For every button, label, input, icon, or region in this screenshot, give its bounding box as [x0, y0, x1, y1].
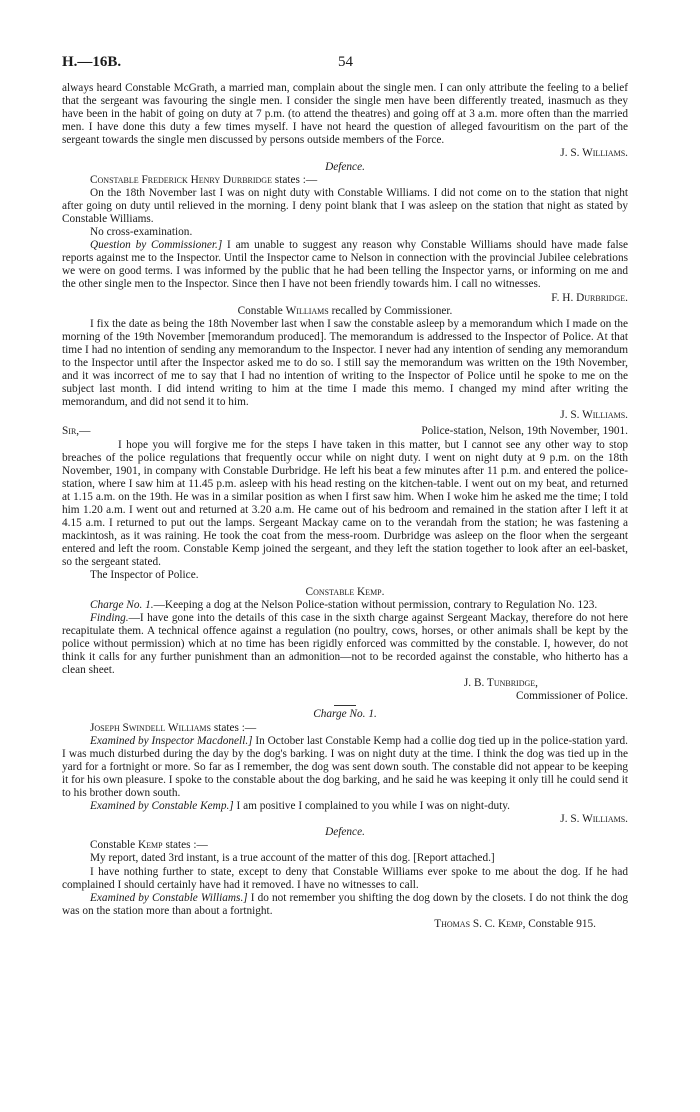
signature-title: Commissioner of Police. — [515, 690, 628, 703]
recall-heading — [62, 305, 628, 318]
signature-name: Thomas S. C. Kemp — [434, 917, 523, 930]
witness-name: Joseph Swindell Williams — [90, 721, 211, 734]
page-header — [62, 56, 628, 74]
statement-intro — [62, 722, 628, 735]
examination-text: In October last Constable Kemp had a collie dog tied up in the police-station yard. I was much disturbed during the day by the dog's barking. I was on night duty at the time. I think the dog was tied up in the yard for a fortnight or more. So far as I remember, the dog was sent down south. The constable did not appear to be keeping it for his own pleasure. I spoke to the constable about the dog barking, and he said he was keeping it only till he could send it to his brother down south. — [62, 734, 628, 799]
question-label: Question by Commissioner.] — [90, 239, 223, 252]
paragraph: always heard Constable McGrath, a married man, complain about the single men. I can only attribute the feeling to a belief that the sergeant was favouring the single men. I consider the single men have been differently treated, inasmuch as they have been in the habit of going on duty at 7 p.m. (to attend the theatres) and going off at 3 a.m. more often than the married men. I have done this duty a few times myself. I have not heard the question of alleged favouritism on the part of the sergeant towards the single men discussed by persons outside members of the Force. — [62, 82, 628, 147]
paragraph — [62, 735, 628, 800]
statement-intro-text: states :— — [162, 839, 208, 852]
question-text: I am unable to suggest any reason why Constable Williams should have made false reports against me to the Inspector. Until the Inspector came to Nelson in connection with the provincial Jubilee celebrations we were on good terms. I was informed by the public that he had been telling the Inspector yarns, or informing on me and the other single men to the Inspector. Since then I have not been friendly towards him. I call no witnesses. — [62, 239, 628, 291]
section-heading: Constable Kemp. — [305, 585, 385, 598]
statement-intro-text: states :— — [211, 721, 257, 734]
statement-intro-prefix: Constable — [90, 839, 139, 852]
page-body — [62, 82, 628, 931]
recall-suffix: recalled by Commissioner. — [328, 304, 453, 317]
examination-label: Examined by Constable Williams.] — [90, 891, 248, 904]
finding-label: Finding. — [90, 611, 129, 624]
examination-text: I am positive I complained to you while I was on night-duty. — [233, 800, 511, 813]
document-reference: H.—16B. — [62, 54, 122, 70]
section-heading: Charge No. 1. — [313, 708, 377, 721]
finding-text: —I have gone into the details of this case in the sixth charge against Sergeant Mackay, therefore do not here recapitulate them. A technical offence against a regulation (no poultry, cows, horses, or other animals shall be kept by the police without permission) which at no time has been rigidly enforced was committed by the constable. I, however, do not think it calls for any further punishment than an admonition—not to be recorded against the constable, who hitherto has a clean sheet. — [62, 611, 628, 677]
statement-intro — [62, 174, 628, 187]
letter-heading — [62, 425, 628, 438]
statement-intro-text: states :— — [271, 173, 318, 186]
signature: J. S. Williams. — [560, 147, 628, 160]
paragraph — [62, 800, 628, 813]
section-heading: Defence. — [325, 160, 365, 173]
section-heading: Defence. — [325, 826, 365, 839]
charge-label: Charge No. 1. — [90, 598, 154, 611]
letter-salutation: Sir,— — [62, 425, 91, 438]
signature: F. H. Durbridge. — [551, 291, 628, 304]
paragraph — [62, 239, 628, 291]
paragraph: I fix the date as being the 18th November last when I saw the constable asleep by a memorandum which I made on the morning of the 19th November [memorandum produced]. The memorandum is addressed to the Inspector of Police. At that time I had no intention of sending any memorandum to the Inspector. I never had any intention of sending any memorandum to the Inspector until after the Inspector asked me to do so. I still say the memorandum was written on the 19th November, and it was incorrect of me to say that I had no intention of writing to the Inspector of Police until he spoke to me on the subject last month. I did intend writing to him at the time I made this memo. I changed my mind after writing the memorandum, and did not send it to him. — [62, 317, 628, 409]
witness-name: Constable Frederick Henry Durbridge — [90, 173, 272, 186]
signature: J. B. Tunbridge, — [463, 677, 538, 690]
examination-text: I do not remember you shifting the dog down by the closets. I do not think the dog was on the station more than about a fortnight. — [62, 891, 628, 917]
letter-addressee: The Inspector of Police. — [90, 569, 199, 582]
letter-body: I hope you will forgive me for the steps I have taken in this matter, but I cannot see any other way to stop breaches of the police regulations that frequently occur while on night duty. I went on night duty at 9 p.m. on the 18th November, 1901, in company with Constable Durbridge. He left his beat a few minutes after 11 p.m. and entered the police-station, where I saw him at 11.45 p.m. asleep with his head resting on the kitchen-table. I went out on my beat, and returned at 1.15 a.m. on the 19th. He was in a similar position as when I first saw him. When I woke him he asked me the time; I told him 1.20 a.m. I went out and returned at 3.20 a.m. He came out of his bedroom and remained in the station after I left it at 4.15 a.m. I returned to put out the lamps. Sergeant Mackay came on to the verandah from the station; he was fastening a mackintosh, as it was raining. He took the coat from the mess-room. Durbridge was asleep on the floor when the sergeant entered and left the room. Constable Kemp joined the sergeant, and they left the station together to look after an eel-basket, so the sergeant stated. — [62, 438, 628, 569]
paragraph: On the 18th November last I was on night duty with Constable Williams. I did not come on to the station that night after going on duty until relieved in the morning. I deny point blank that I was asleep on the station that night as stated by Constable Williams. — [62, 186, 628, 225]
paragraph: I have nothing further to state, except to deny that Constable Williams ever spoke to me about the dog. If he had complained I should certainly have had it removed. I have no witnesses to call. — [62, 865, 628, 891]
signature: J. S. Williams. — [560, 813, 628, 826]
divider — [334, 705, 356, 706]
signature: J. S. Williams. — [560, 409, 628, 422]
statement-intro — [62, 839, 628, 852]
paragraph — [62, 892, 628, 918]
examination-label: Examined by Constable Kemp.] — [90, 800, 234, 813]
paragraph — [62, 599, 628, 612]
charge-text: —Keeping a dog at the Nelson Police-station without permission, contrary to Regulation No. 123. — [153, 598, 598, 611]
examination-label: Examined by Inspector Macdonell.] — [90, 734, 253, 747]
recall-name: Williams — [285, 304, 329, 317]
paragraph: My report, dated 3rd instant, is a true account of the matter of this dog. [Report attached.] — [90, 852, 495, 865]
paragraph — [62, 612, 628, 677]
page-number: 54 — [338, 54, 353, 70]
letter-place-date: Police-station, Nelson, 19th November, 1901. — [421, 425, 628, 438]
signature-rank: , Constable 915. — [522, 917, 596, 930]
signature — [62, 918, 628, 931]
witness-name: Kemp — [138, 839, 163, 852]
paragraph: No cross-examination. — [90, 226, 193, 239]
recall-prefix: Constable — [237, 304, 286, 317]
